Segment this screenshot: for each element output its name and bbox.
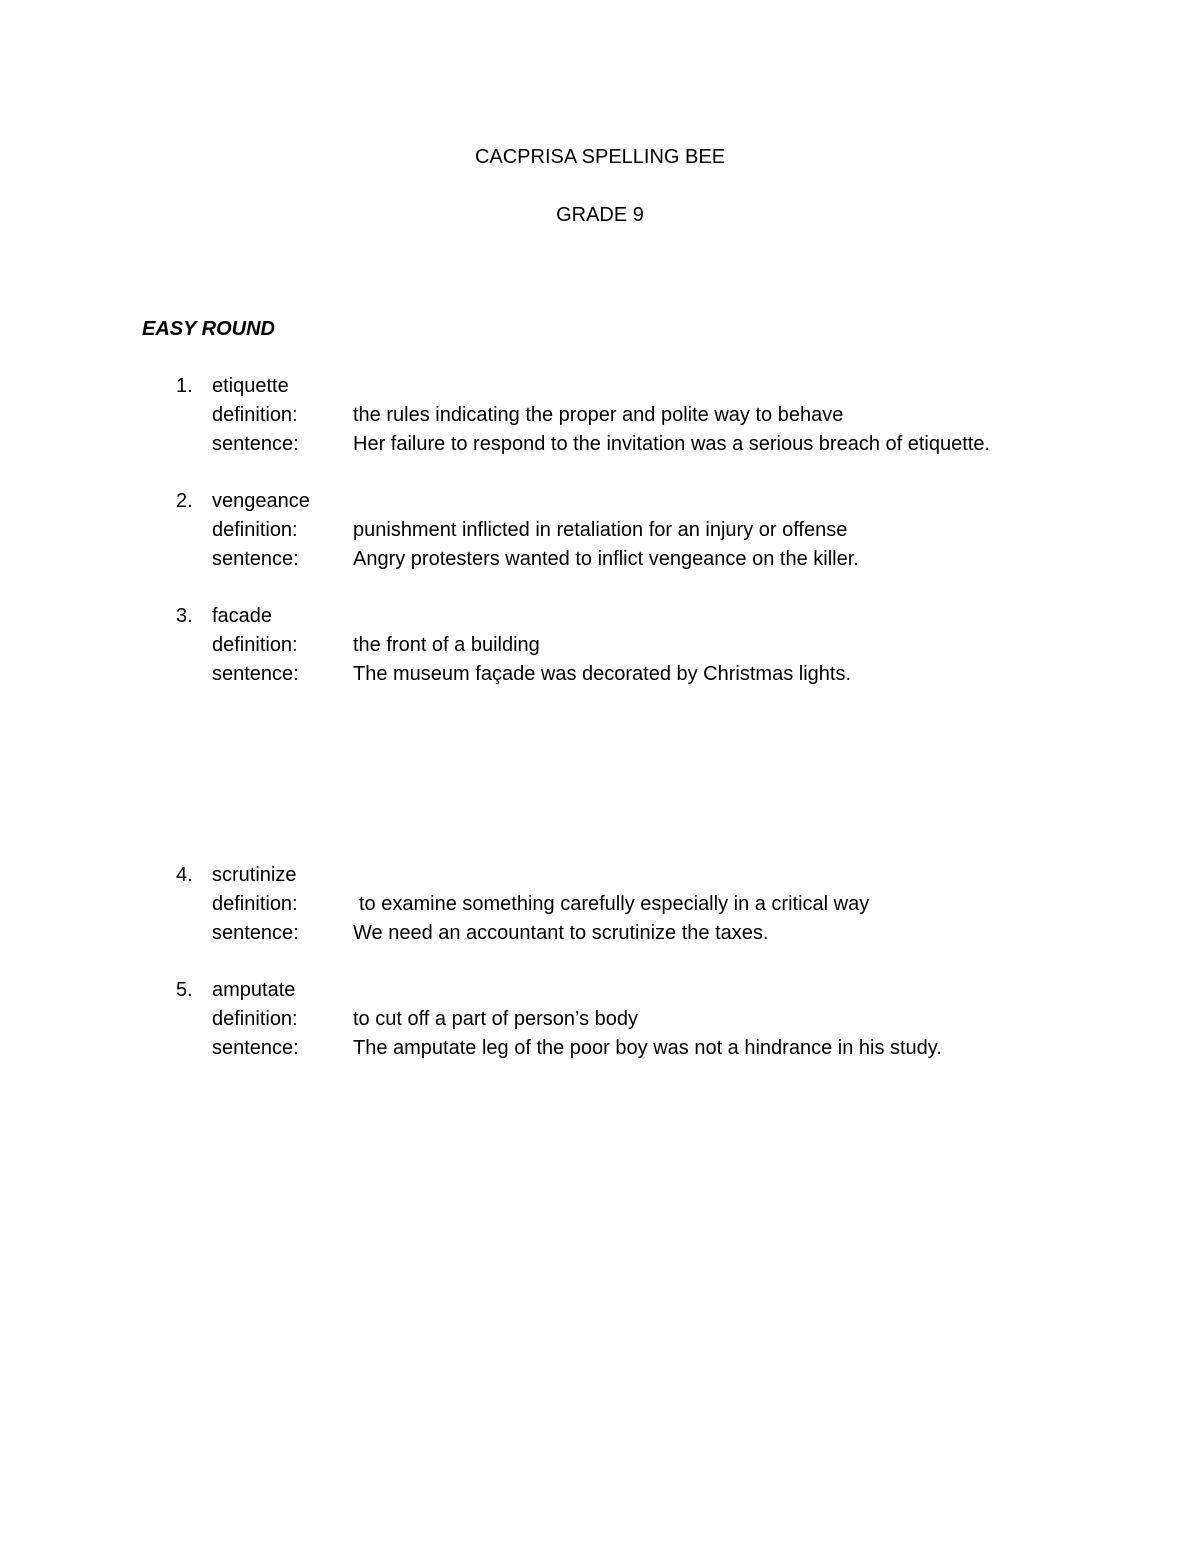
word-entry-4 — [0, 861, 1200, 948]
sentence-row — [0, 919, 1200, 948]
definition-row — [0, 631, 1200, 660]
definition-label: definition: — [212, 519, 298, 541]
word-entry-5 — [0, 976, 1200, 1063]
entry-number: 3. — [176, 605, 193, 627]
word-row — [0, 372, 1200, 401]
definition-label: definition: — [212, 893, 298, 915]
definition-label: definition: — [212, 404, 298, 426]
spelling-word: amputate — [212, 979, 296, 1001]
definition-row — [0, 890, 1200, 919]
sentence-label: sentence: — [212, 1037, 299, 1059]
sentence-row — [0, 660, 1200, 689]
sentence-text: Her failure to respond to the invitation was a serious breach of etiquette. — [353, 433, 991, 455]
definition-row — [0, 1005, 1200, 1034]
spelling-word: scrutinize — [212, 864, 297, 886]
spelling-word: facade — [212, 605, 273, 627]
sentence-text: The amputate leg of the poor boy was not a hindrance in his study. — [353, 1037, 942, 1059]
word-row — [0, 861, 1200, 890]
round-heading: EASY ROUND — [142, 318, 275, 340]
sentence-row — [0, 430, 1200, 459]
grade-label: GRADE 9 — [556, 204, 644, 226]
sentence-label: sentence: — [212, 433, 299, 455]
entry-number: 2. — [176, 490, 193, 512]
word-entry-3 — [0, 602, 1200, 689]
entry-number: 4. — [176, 864, 193, 886]
sentence-text: Angry protesters wanted to inflict vengeance on the killer. — [353, 548, 859, 570]
entry-number: 5. — [176, 979, 193, 1001]
word-row — [0, 602, 1200, 631]
sentence-row — [0, 545, 1200, 574]
definition-text: the front of a building — [353, 634, 540, 656]
word-row — [0, 487, 1200, 516]
document-title: CACPRISA SPELLING BEE — [474, 146, 726, 168]
sentence-label: sentence: — [212, 663, 299, 685]
sentence-label: sentence: — [212, 922, 299, 944]
definition-text: to cut off a part of person’s body — [353, 1008, 638, 1030]
definition-label: definition: — [212, 1008, 298, 1030]
word-row — [0, 976, 1200, 1005]
spelling-word: etiquette — [212, 375, 289, 397]
definition-text: to examine something carefully especially in a critical way — [359, 893, 870, 915]
entry-number: 1. — [176, 375, 193, 397]
definition-text: the rules indicating the proper and polite way to behave — [353, 404, 844, 426]
sentence-label: sentence: — [212, 548, 299, 570]
word-entry-2 — [0, 487, 1200, 574]
definition-row — [0, 401, 1200, 430]
sentence-text: The museum façade was decorated by Christmas lights. — [353, 663, 851, 685]
word-entry-1 — [0, 372, 1200, 459]
spelling-word: vengeance — [212, 490, 310, 512]
sentence-text: We need an accountant to scrutinize the taxes. — [353, 922, 769, 944]
sentence-row — [0, 1034, 1200, 1063]
definition-text: punishment inflicted in retaliation for an injury or offense — [353, 519, 848, 541]
definition-label: definition: — [212, 634, 298, 656]
definition-row — [0, 516, 1200, 545]
